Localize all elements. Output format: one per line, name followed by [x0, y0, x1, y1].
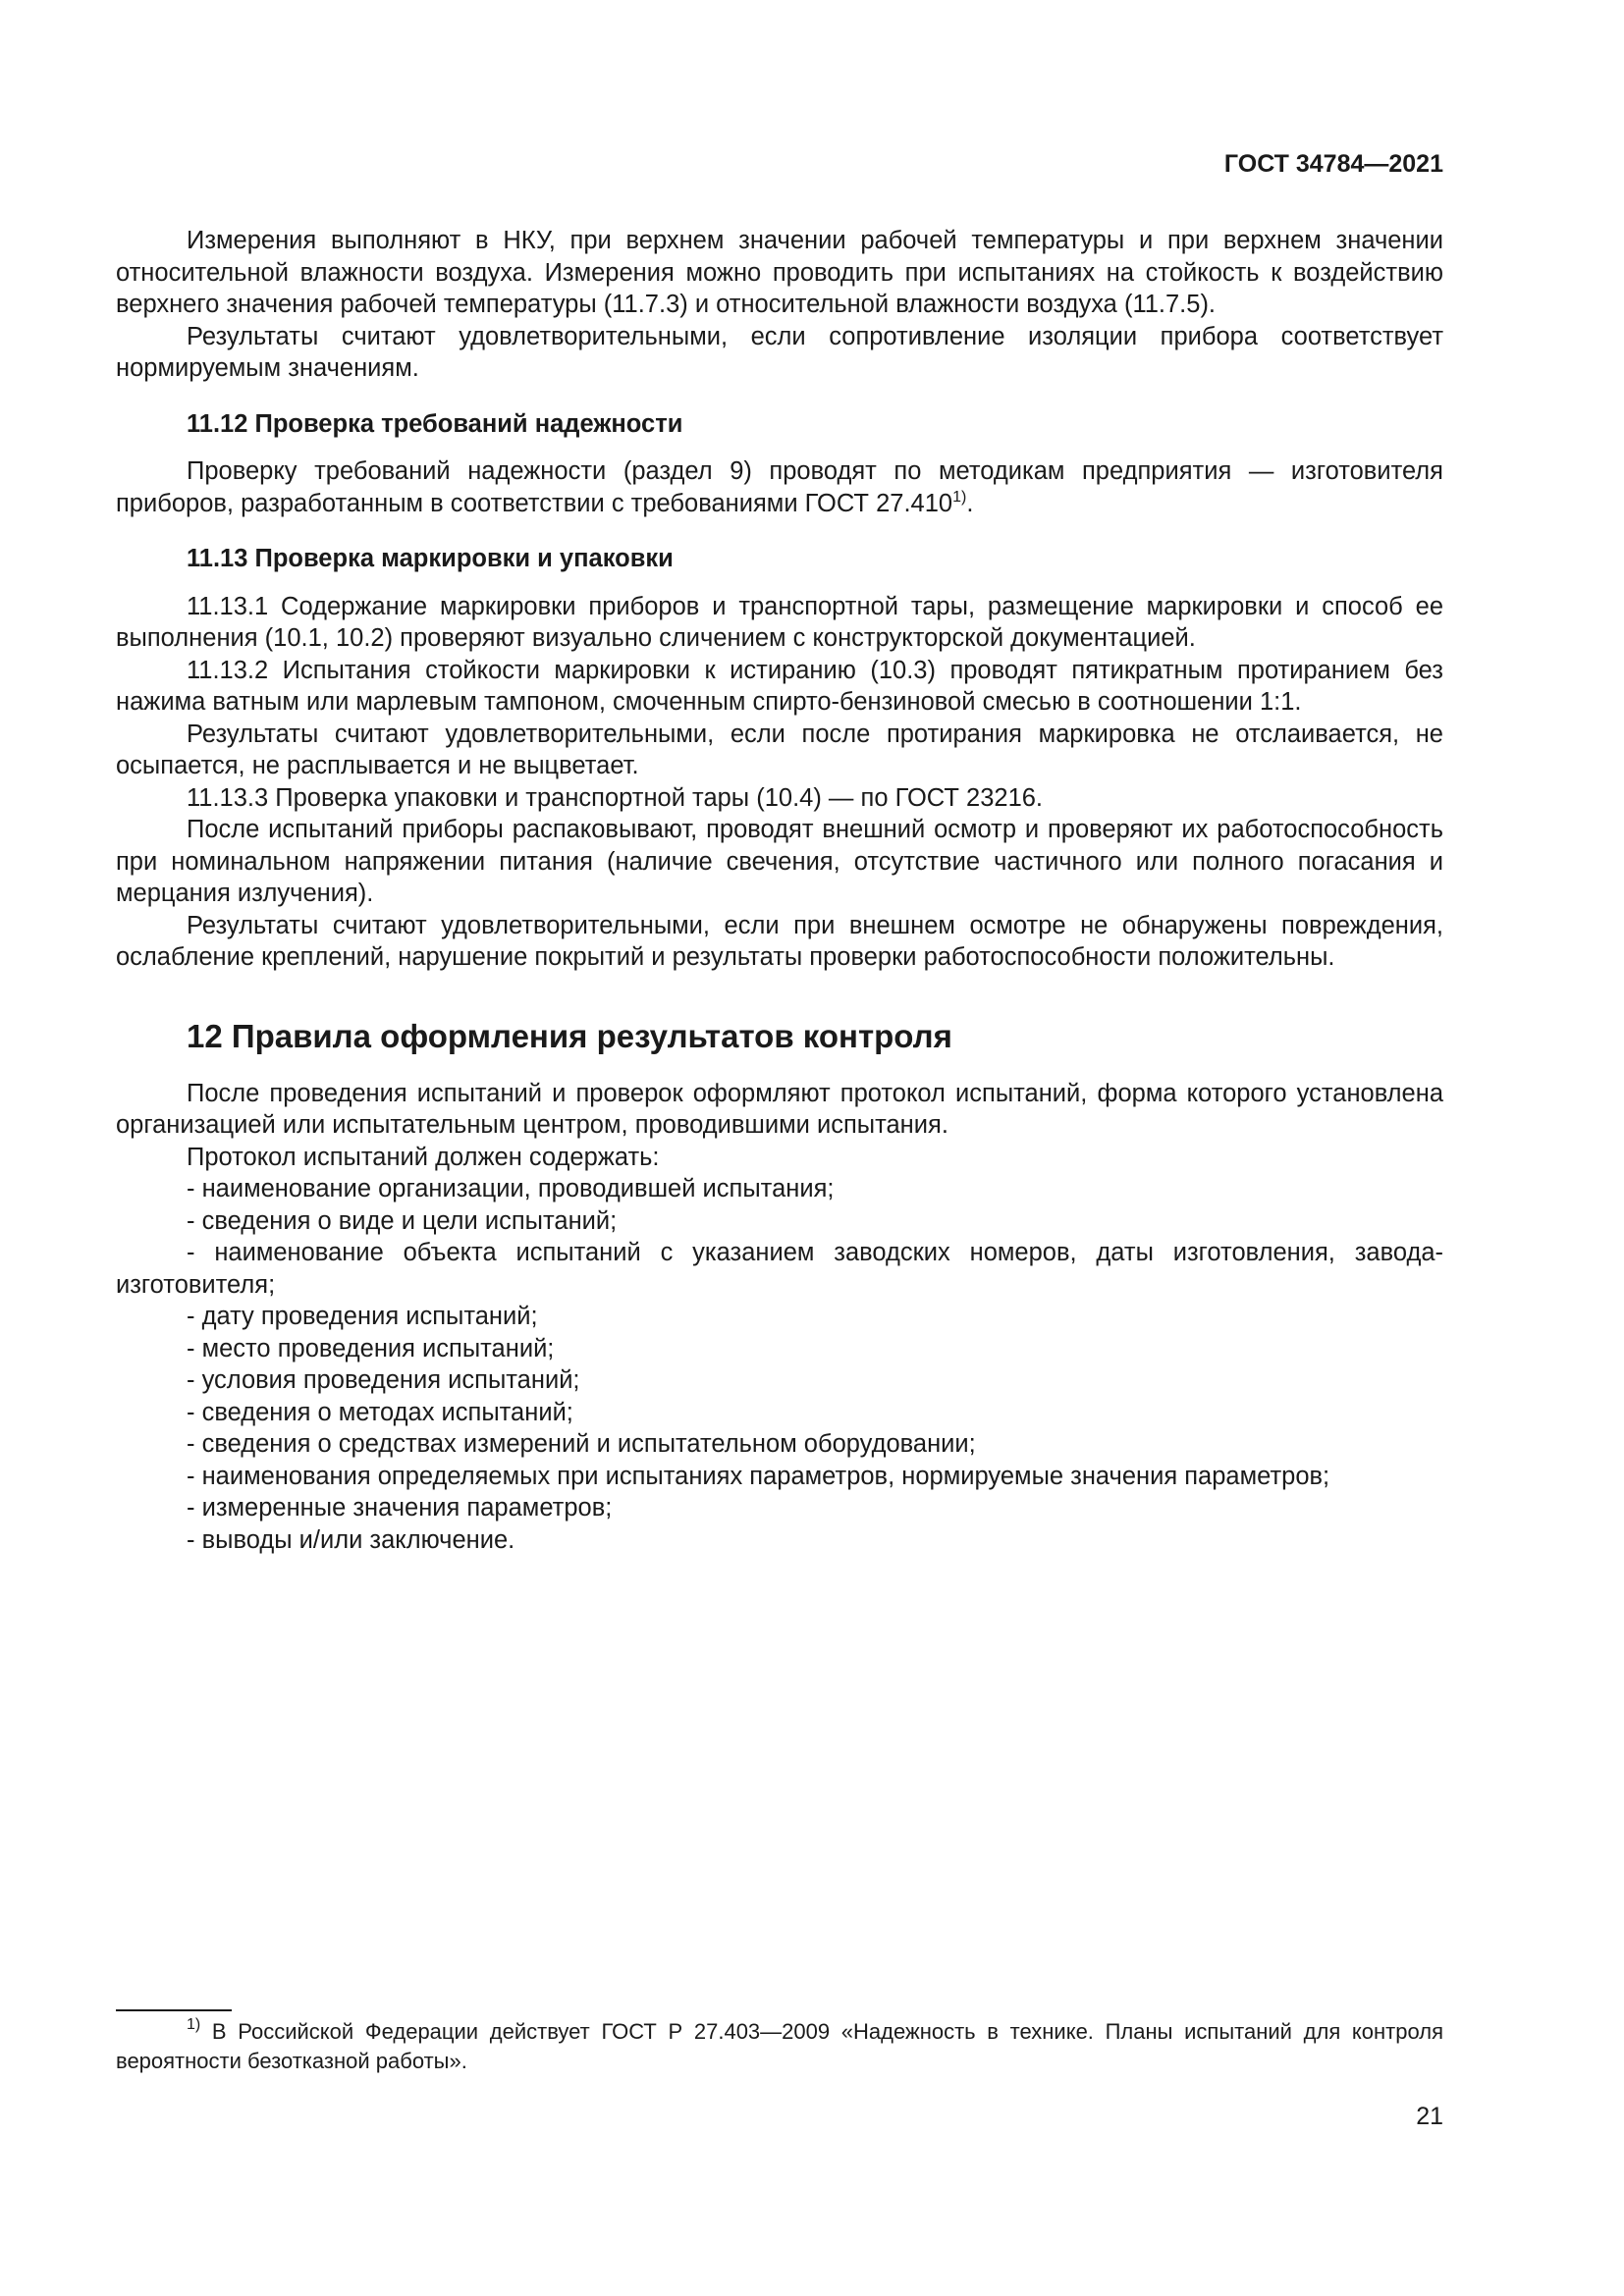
list-item: - сведения о виде и цели испытаний; — [187, 1206, 618, 1235]
list-item: - наименования определяемых при испытаниях параметров, нормируемые значения параметров; — [187, 1462, 1330, 1490]
paragraph: Протокол испытаний должен содержать: — [187, 1143, 660, 1171]
footnote-text — [116, 2017, 1443, 2076]
list-item: - выводы и/или заключение. — [187, 1525, 515, 1554]
paragraph-tail: . — [966, 489, 974, 517]
list-item: - измеренные значения параметров; — [187, 1494, 613, 1522]
paragraph: 11.13.1 Содержание маркировки приборов и транспортной тары, размещение маркировки и способ ее выполнения (10.1, 10.2) проверяют визуально сличением с конструкторской документацией. — [116, 592, 1443, 652]
list-item: - место проведения испытаний; — [187, 1334, 555, 1362]
footnote-divider — [116, 2009, 232, 2011]
section-heading-11-12: 11.12 Проверка требований надежности — [187, 409, 683, 438]
section-heading-11-13: 11.13 Проверка маркировки и упаковки — [187, 545, 674, 572]
list-item: - наименование организации, проводившей испытания; — [187, 1175, 835, 1202]
footnote — [116, 2017, 1443, 2076]
paragraph: 11.13.3 Проверка упаковки и транспортной тары (10.4) — по ГОСТ 23216. — [187, 783, 1044, 812]
list-item: - условия проведения испытаний; — [187, 1366, 580, 1394]
footnote-body: В Российской Федерации действует ГОСТ Р 27.403—2009 «Надежность в технике. Планы испытаний для контроля вероятности безотказной работы». — [116, 2019, 1443, 2073]
document-body — [116, 225, 1443, 1556]
paragraph: Результаты считают удовлетворительными, если сопротивление изоляции прибора соответствует нормируемым значениям. — [116, 322, 1443, 382]
document-header: ГОСТ 34784—2021 — [1223, 150, 1443, 178]
page-number: 21 — [1416, 2103, 1443, 2130]
footnote-ref: 1) — [952, 488, 967, 506]
list-item: - сведения о средствах измерений и испытательном оборудовании; — [187, 1430, 976, 1458]
paragraph: После проведения испытаний и проверок оформляют протокол испытаний, форма которого установлена организацией или испытательным центром, проводившими испытания. — [116, 1079, 1443, 1139]
list-item: - сведения о методах испытаний; — [187, 1398, 573, 1426]
paragraph — [116, 455, 1443, 519]
footnote-mark: 1) — [187, 2016, 201, 2033]
section-heading-12: 12 Правила оформления результатов контроля — [187, 1017, 952, 1054]
list-item: - наименование объекта испытаний с указанием заводских номеров, даты изготовления, завода-изготовителя; — [116, 1239, 1443, 1299]
paragraph: Измерения выполняют в НКУ, при верхнем значении рабочей температуры и при верхнем значении относительной влажности воздуха. Измерения можно проводить при испытаниях на стойкость к воздействию верхнего значения рабочей температуры (11.7.3) и относительной влажности воздуха (11.7.5). — [116, 227, 1443, 318]
paragraph: 11.13.2 Испытания стойкости маркировки к истиранию (10.3) проводят пятикратным протиранием без нажима ватным или марлевым тампоном, смоченным спирто-бензиновой смесью в соотношении 1:1. — [116, 656, 1443, 716]
paragraph: Результаты считают удовлетворительными, если после протирания маркировка не отслаивается, не осыпается, не расплывается и не выцветает. — [116, 720, 1443, 779]
paragraph: После испытаний приборы распаковывают, проводят внешний осмотр и проверяют их работоспособность при номинальном напряжении питания (наличие свечения, отсутствие частичного или полного погасания и мерцания излучения). — [116, 816, 1443, 907]
paragraph: Результаты считают удовлетворительными, если при внешнем осмотре не обнаружены повреждения, ослабление креплений, нарушение покрытий и результаты проверки работоспособности положительны. — [116, 911, 1443, 971]
list-item: - дату проведения испытаний; — [187, 1303, 538, 1330]
paragraph-text: Проверку требований надежности (раздел 9) проводят по методикам предприятия — изготовителя приборов, разработанным в соответствии с требованиями ГОСТ 27.410 — [116, 457, 1443, 517]
